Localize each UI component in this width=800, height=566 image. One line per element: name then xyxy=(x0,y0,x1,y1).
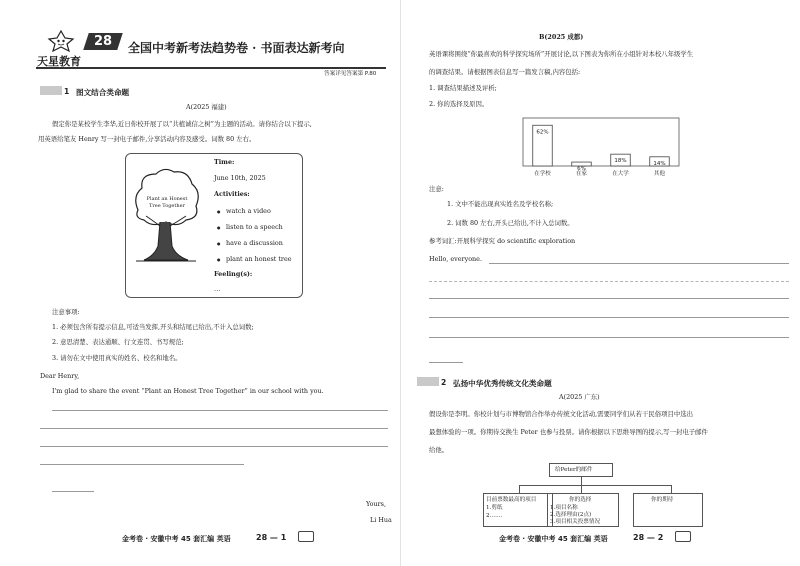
feeling-ellipsis: … xyxy=(214,285,221,293)
tree-illustration-icon xyxy=(130,166,202,266)
prompt-line: 假定你是某校学生李华,近日你校开展了以“共植诚信之树”为主题的活动。请你结合以下提示, xyxy=(52,120,312,128)
prompt-line: 给他。 xyxy=(429,446,449,454)
notes-title: 注意: xyxy=(429,185,444,193)
activities-label: Activities: xyxy=(214,190,250,198)
writing-line[interactable] xyxy=(489,263,789,264)
section-badge xyxy=(417,377,439,386)
prompt-line: 用英语给笔友 Henry 写一封电子邮件,分享活动内容及感受。词数 80 左右。 xyxy=(38,135,256,143)
note-line: 1. 必须包含所有提示信息,可适当发挥,开头和结尾已给出,不计入总词数; xyxy=(52,323,254,331)
tree-sign xyxy=(139,196,195,210)
footer-text: 金考卷 · 安徽中考 45 套汇编 英语 xyxy=(499,535,608,543)
mindmap-connector xyxy=(581,477,582,485)
mindmap-connector xyxy=(581,485,582,493)
tree-sign-line: Plant an Honest xyxy=(146,196,188,202)
mindmap-node-item: 2.…… xyxy=(486,513,503,519)
activity-item: ● watch a video xyxy=(226,207,271,216)
prompt-line: 最想体验的一项。你期待交换生 Peter 也参与投票。请你根据以下思维导图的提示,写一封电子邮件 xyxy=(429,428,708,436)
writing-line[interactable] xyxy=(429,298,789,299)
note-line: 2. 词数 80 左右,开头已给出,不计入总词数。 xyxy=(447,219,574,227)
content-item: 2. 你的选择及原因。 xyxy=(429,100,489,108)
right-page xyxy=(400,0,800,566)
survey-bar-chart xyxy=(521,116,681,178)
section-title: 图文结合类命题 xyxy=(76,88,130,97)
question-subtitle: B(2025 成都) xyxy=(539,33,584,41)
writing-line-short[interactable] xyxy=(429,362,463,363)
answer-note: 答案详见答案第 P.80 xyxy=(324,71,377,77)
reference-vocab: 参考词汇:开展科学探究 do scientific exploration xyxy=(429,237,576,245)
letter-signature: Li Hua xyxy=(370,516,392,524)
mindmap-node-item: 1.剪纸 xyxy=(486,505,503,511)
mindmap-connector xyxy=(519,485,520,493)
mindmap-connector xyxy=(671,485,672,493)
chart-data-label: 14% xyxy=(653,160,666,167)
star-mascot-icon xyxy=(44,30,78,52)
chart-data-label: 6% xyxy=(577,166,586,173)
writing-line[interactable] xyxy=(429,281,789,282)
writing-line[interactable] xyxy=(429,337,789,338)
mindmap-node-title: 目前票数最高的项目 xyxy=(486,497,537,503)
mindmap-node-title: 你的选择 xyxy=(569,497,592,503)
writing-line-short[interactable] xyxy=(52,491,94,492)
chart-category-label: 其他 xyxy=(653,171,666,177)
section-badge xyxy=(40,86,62,95)
prompt-line: 英语课将围绕“你最喜欢的科学探究场所”开展讨论,以下图表为你所在小组针对本校八年级学生 xyxy=(429,50,694,58)
section-number: 1 xyxy=(64,87,70,96)
writing-line[interactable] xyxy=(40,464,244,465)
footer-text: 金考卷 · 安徽中考 45 套汇编 英语 xyxy=(122,535,231,543)
note-line: 3. 请勿在文中使用真实的姓名、校名和地名。 xyxy=(52,354,182,362)
header-rule xyxy=(36,67,386,69)
letter-greeting: Dear Henry, xyxy=(40,372,80,380)
prompt-line: 的调查结果。请根据图表信息写一篇发言稿,内容包括: xyxy=(429,68,581,76)
activity-item: ● plant an honest tree xyxy=(226,255,292,264)
question-subtitle: A(2025 广东) xyxy=(559,393,600,401)
writing-line[interactable] xyxy=(40,428,388,429)
prompt-line: 假设你是李明。你校计划与市博物馆合作举办传统文化活动,需要同学们从若干民俗项目中选出 xyxy=(429,410,694,418)
chart-data-label: 18% xyxy=(614,158,627,165)
letter-closing: Yours, xyxy=(366,500,386,508)
mindmap-node-item: 2.选择理由(2点) xyxy=(550,512,592,518)
paper-number: 28 xyxy=(94,34,113,49)
chart-category-label: 在大学 xyxy=(612,171,629,177)
mindmap-node-item: 3.项目相关投票情况 xyxy=(550,519,601,525)
section-title: 弘扬中华优秀传统文化类命题 xyxy=(453,379,552,388)
time-label: Time: xyxy=(214,158,235,166)
mindmap-root-label: 给Peter的邮件 xyxy=(555,467,593,473)
note-line: 2. 意思清楚、表达通顺、行文连贯、书写规范; xyxy=(52,338,184,346)
section-number: 2 xyxy=(441,378,447,387)
tree-sign-line: Tree Together xyxy=(149,203,185,209)
speech-opening: Hello, everyone. xyxy=(429,255,482,263)
page-number: 28 — 2 xyxy=(633,533,664,542)
writing-line[interactable] xyxy=(429,317,789,318)
writing-line[interactable] xyxy=(40,446,388,447)
mindmap-node-item: 1.项目名称 xyxy=(550,505,578,511)
chart-category-label: 在家 xyxy=(575,171,588,177)
page-title: 全国中考新考法趋势卷 · 书面表达新考向 xyxy=(128,41,345,55)
chart-category-label: 在学校 xyxy=(534,171,551,177)
brand-logo-text: 天星教育 xyxy=(37,55,81,68)
notes-title: 注意事项: xyxy=(52,308,80,316)
page-number: 28 — 1 xyxy=(256,533,287,542)
content-item: 1. 调查结果描述及评析; xyxy=(429,84,497,92)
note-line: 1. 文中不能出现真实姓名及学校名称; xyxy=(447,200,554,208)
mindmap-node-title: 你的期待 xyxy=(651,497,674,503)
question-subtitle: A(2025 福建) xyxy=(186,103,227,111)
activity-item: ● have a discussion xyxy=(226,239,283,248)
feeling-label: Feeling(s): xyxy=(214,270,253,278)
footer-logo-icon xyxy=(298,531,314,542)
activity-item: ● listen to a speech xyxy=(226,223,283,232)
writing-line[interactable] xyxy=(52,410,388,411)
chart-data-label: 62% xyxy=(536,129,549,136)
time-value: June 10th, 2025 xyxy=(214,174,266,182)
mindmap-connector xyxy=(519,485,671,486)
letter-opening: I'm glad to share the event “Plant an Honest Tree Together” in our school with you. xyxy=(52,387,324,395)
footer-logo-icon xyxy=(675,531,691,542)
